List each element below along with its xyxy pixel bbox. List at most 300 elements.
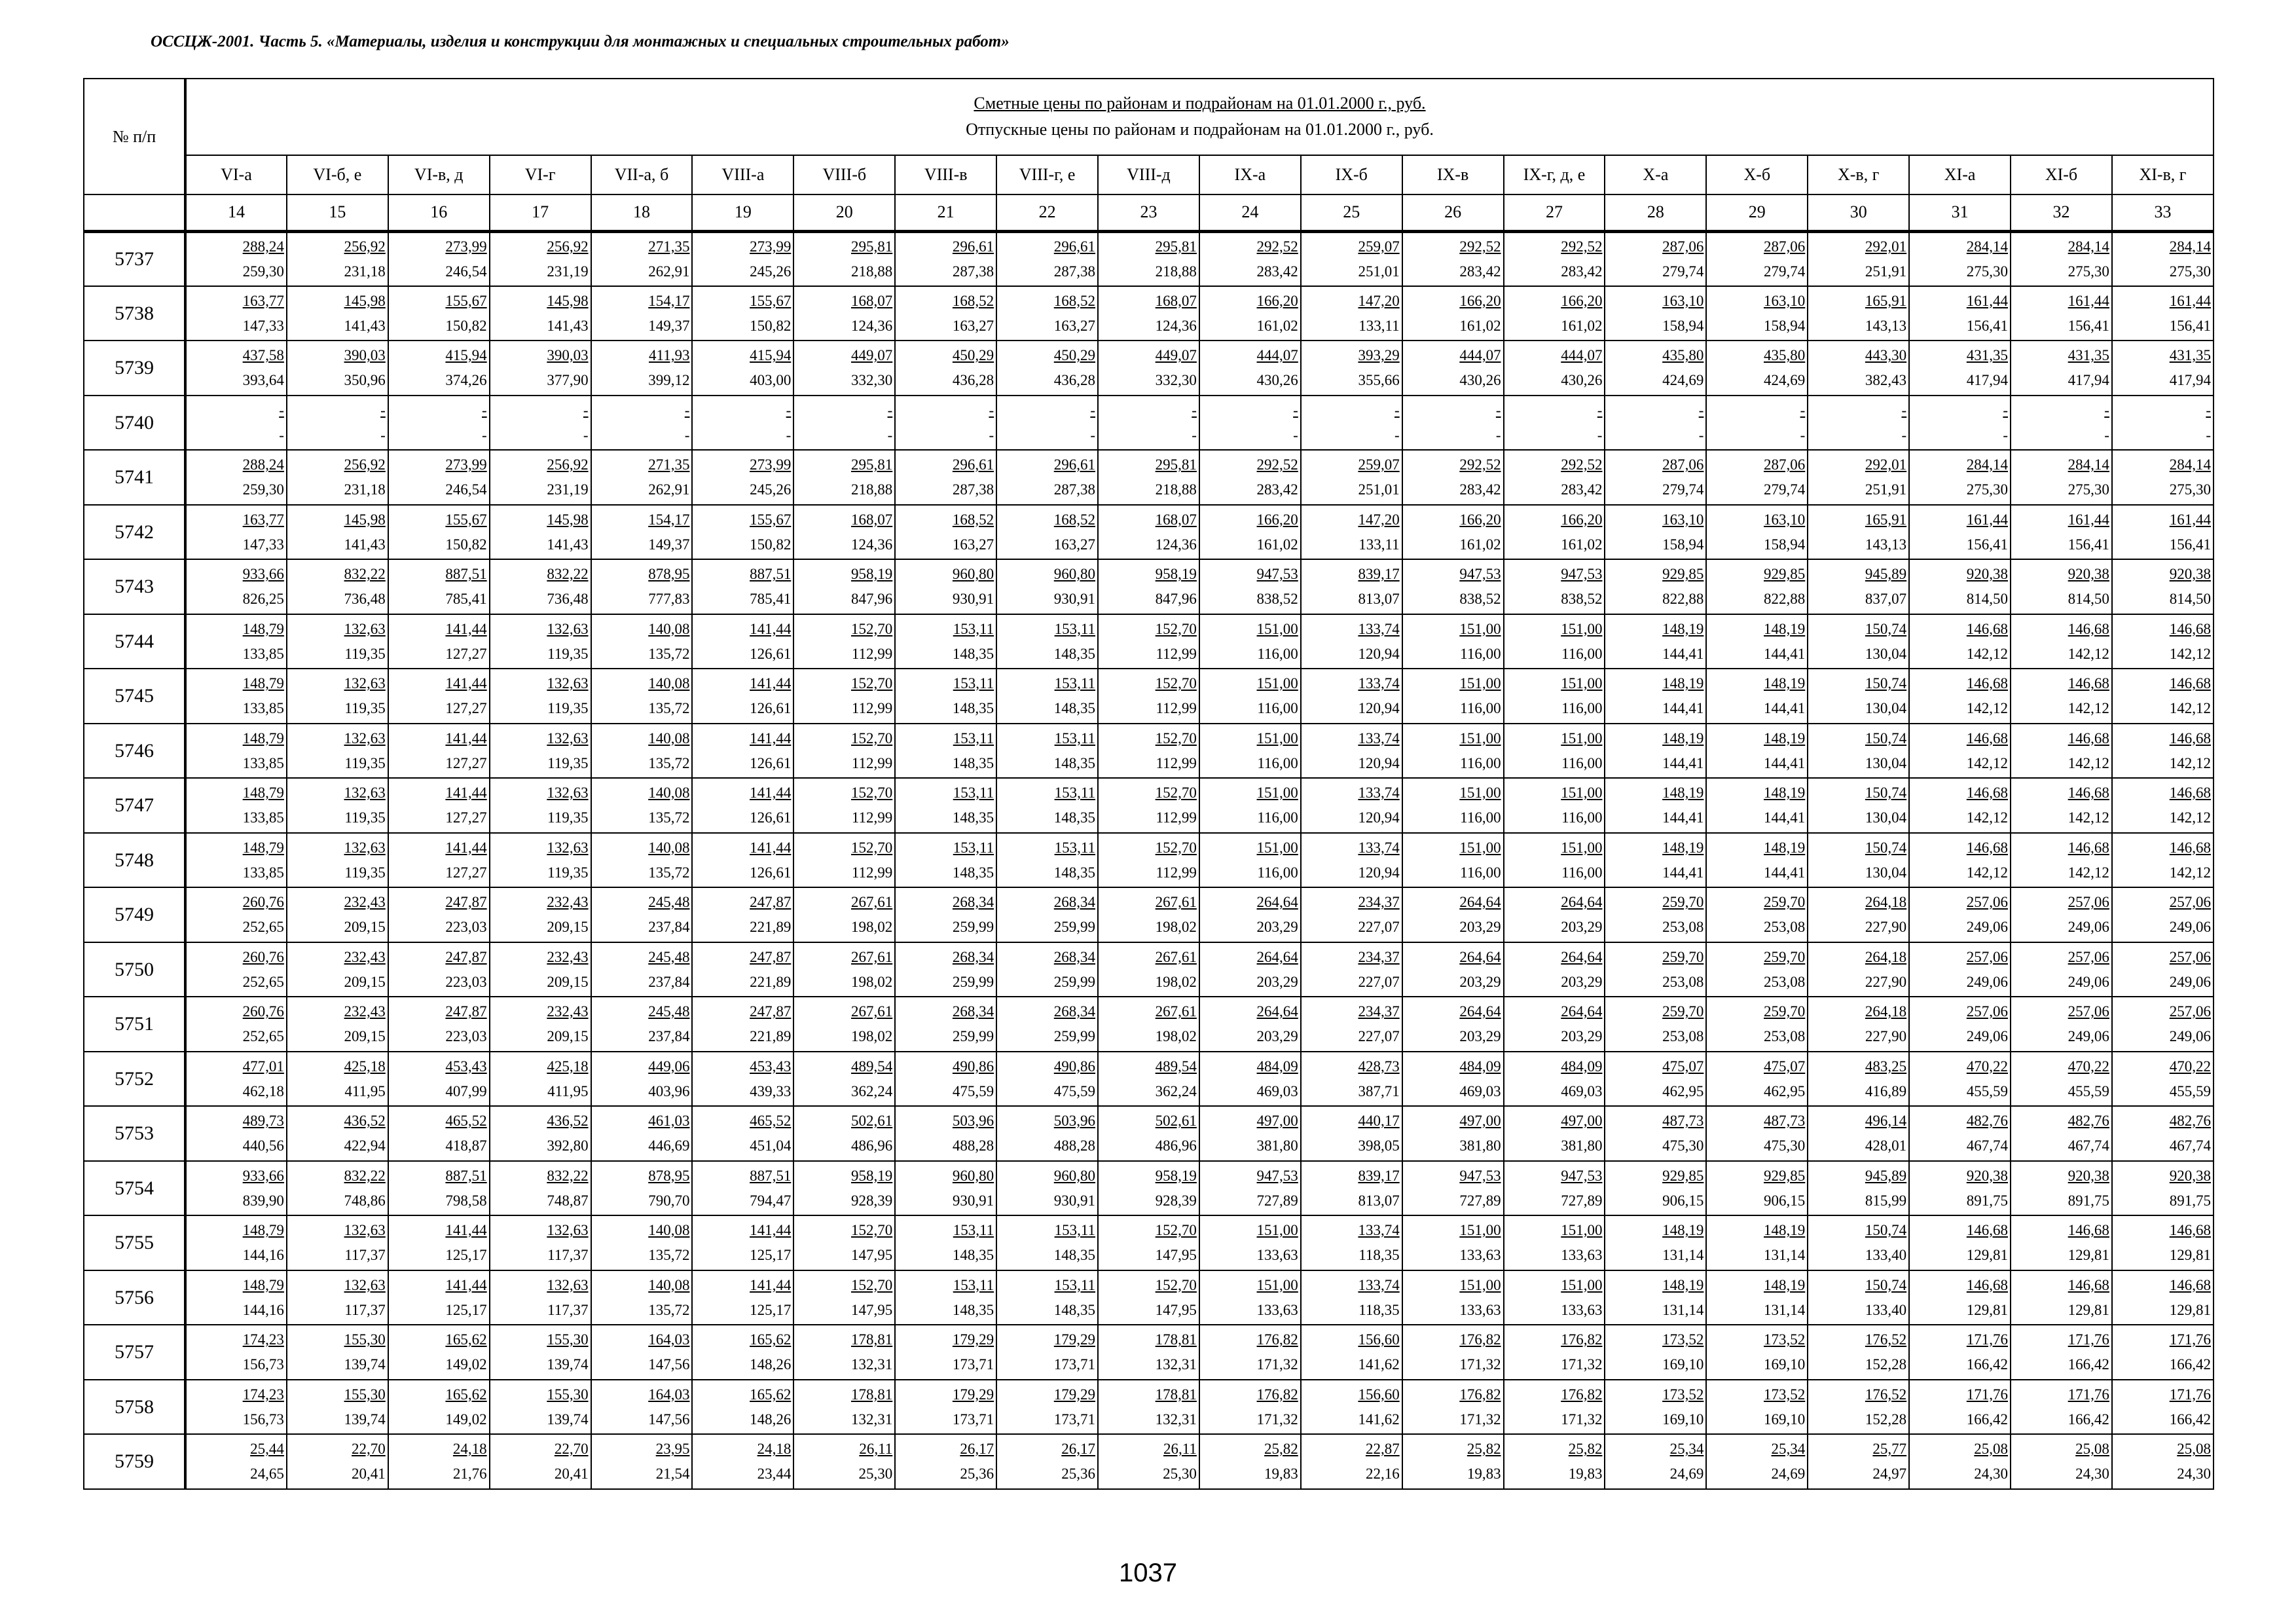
estimated-price: 151,00 bbox=[1561, 1222, 1603, 1239]
price-cell bbox=[1402, 231, 1504, 286]
estimated-price: 140,08 bbox=[648, 784, 690, 802]
release-price: 156,41 bbox=[2068, 317, 2109, 334]
price-cell bbox=[1098, 1434, 1199, 1489]
estimated-price: 140,08 bbox=[648, 1222, 690, 1239]
price-cell bbox=[1909, 505, 2011, 560]
price-cell bbox=[1199, 286, 1301, 341]
estimated-price: 25,82 bbox=[1467, 1441, 1501, 1458]
release-price: 24,69 bbox=[1669, 1466, 1704, 1483]
price-cell bbox=[1605, 450, 1706, 505]
release-price: 839,90 bbox=[242, 1192, 284, 1209]
estimated-price: 141,44 bbox=[445, 839, 487, 856]
price-cell bbox=[793, 724, 895, 779]
estimated-price: 425,18 bbox=[547, 1058, 589, 1075]
release-price: 133,11 bbox=[1358, 317, 1400, 334]
release-price: 141,43 bbox=[344, 536, 386, 553]
estimated-price: 296,61 bbox=[1053, 238, 1096, 255]
estimated-price: 256,92 bbox=[344, 238, 386, 255]
price-cell bbox=[1605, 396, 1706, 451]
estimated-price: 173,52 bbox=[1764, 1386, 1806, 1403]
estimated-price: 449,06 bbox=[648, 1058, 690, 1075]
price-cell bbox=[793, 1434, 895, 1489]
price-cell bbox=[2011, 833, 2112, 888]
release-price: 287,38 bbox=[1053, 481, 1096, 498]
release-price: 125,17 bbox=[750, 1247, 792, 1264]
row-number: 5739 bbox=[84, 341, 185, 396]
estimated-price: - bbox=[1495, 401, 1501, 418]
release-price: 287,38 bbox=[952, 481, 994, 498]
release-price: 116,00 bbox=[1257, 645, 1298, 662]
estimated-price: 259,70 bbox=[1764, 894, 1806, 911]
release-price: 158,94 bbox=[1662, 317, 1704, 334]
estimated-price: 152,70 bbox=[1155, 784, 1197, 802]
release-price: 25,30 bbox=[1163, 1466, 1197, 1483]
estimated-price: 832,22 bbox=[344, 1167, 386, 1184]
estimated-price: 443,30 bbox=[1865, 347, 1907, 364]
price-cell bbox=[1605, 231, 1706, 286]
release-price: 209,15 bbox=[547, 1028, 589, 1045]
price-cell bbox=[1199, 778, 1301, 833]
release-price: 221,89 bbox=[750, 1028, 792, 1045]
price-cell bbox=[1909, 1052, 2011, 1107]
price-cell bbox=[2112, 231, 2214, 286]
price-cell bbox=[2112, 833, 2214, 888]
release-price: 221,89 bbox=[750, 919, 792, 936]
price-cell bbox=[388, 997, 490, 1052]
price-cell bbox=[591, 887, 693, 942]
release-price: 141,43 bbox=[547, 317, 589, 334]
region-header: XI-а bbox=[1909, 155, 2011, 194]
price-cell bbox=[996, 1161, 1098, 1216]
price-cell bbox=[1098, 942, 1199, 997]
price-cell bbox=[1605, 1215, 1706, 1270]
release-price: 283,42 bbox=[1459, 481, 1501, 498]
release-price: 116,00 bbox=[1460, 864, 1501, 881]
price-cell bbox=[490, 778, 591, 833]
release-price: - bbox=[1597, 426, 1603, 443]
release-price: 158,94 bbox=[1764, 317, 1806, 334]
estimated-price: 487,73 bbox=[1764, 1113, 1806, 1130]
price-cell bbox=[1605, 997, 1706, 1052]
release-price: 171,32 bbox=[1561, 1356, 1603, 1373]
release-price: 116,00 bbox=[1561, 809, 1603, 826]
price-cell bbox=[1301, 833, 1402, 888]
release-price: 785,41 bbox=[750, 591, 792, 608]
release-price: 231,18 bbox=[344, 481, 386, 498]
release-price: - bbox=[2003, 426, 2009, 443]
estimated-price: 151,00 bbox=[1561, 839, 1603, 856]
estimated-price: 267,61 bbox=[1155, 894, 1197, 911]
price-cell bbox=[1706, 724, 1808, 779]
release-price: 198,02 bbox=[850, 919, 893, 936]
estimated-price: 489,73 bbox=[242, 1113, 284, 1130]
estimated-price: 257,06 bbox=[2169, 1003, 2211, 1020]
release-price: 148,35 bbox=[1053, 700, 1096, 717]
price-cell bbox=[185, 1215, 287, 1270]
estimated-price: 947,53 bbox=[1256, 566, 1298, 583]
estimated-price: 425,18 bbox=[344, 1058, 386, 1075]
estimated-price: - bbox=[482, 401, 487, 418]
estimated-price: 929,85 bbox=[1662, 566, 1704, 583]
price-cell bbox=[388, 450, 490, 505]
estimated-price: 146,68 bbox=[2068, 784, 2109, 802]
estimated-price: 257,06 bbox=[1966, 948, 2009, 965]
release-price: 813,07 bbox=[1358, 591, 1400, 608]
table-row bbox=[84, 396, 2214, 451]
release-price: 928,39 bbox=[850, 1192, 893, 1209]
price-cell bbox=[895, 505, 996, 560]
price-cell bbox=[2011, 559, 2112, 614]
column-number: 28 bbox=[1605, 194, 1706, 231]
release-price: 439,33 bbox=[750, 1082, 792, 1099]
estimated-price: - bbox=[2104, 401, 2109, 418]
price-cell bbox=[1402, 505, 1504, 560]
price-cell bbox=[1909, 1434, 2011, 1489]
price-cell bbox=[490, 942, 591, 997]
price-cell bbox=[287, 231, 388, 286]
release-price: 173,71 bbox=[952, 1411, 994, 1428]
estimated-price: 958,19 bbox=[1155, 1167, 1197, 1184]
price-cell bbox=[793, 669, 895, 724]
estimated-price: 292,52 bbox=[1561, 456, 1603, 473]
release-price: 135,72 bbox=[648, 809, 690, 826]
price-cell bbox=[692, 1325, 793, 1380]
estimated-price: 153,11 bbox=[1054, 1222, 1096, 1239]
price-cell bbox=[2011, 669, 2112, 724]
price-cell bbox=[1301, 231, 1402, 286]
column-number: 17 bbox=[490, 194, 591, 231]
estimated-price: 292,52 bbox=[1459, 238, 1501, 255]
release-price: 798,58 bbox=[445, 1192, 487, 1209]
estimated-price: 232,43 bbox=[344, 948, 386, 965]
price-cell bbox=[287, 887, 388, 942]
region-header: VI-в, д bbox=[388, 155, 490, 194]
price-cell bbox=[692, 1161, 793, 1216]
estimated-price: 292,52 bbox=[1561, 238, 1603, 255]
price-cell bbox=[1199, 942, 1301, 997]
estimated-price: 148,19 bbox=[1662, 729, 1704, 747]
region-header: VIII-г, е bbox=[996, 155, 1098, 194]
estimated-price: 287,06 bbox=[1764, 456, 1806, 473]
estimated-price: 148,79 bbox=[242, 675, 284, 692]
estimated-price: 920,38 bbox=[2068, 566, 2109, 583]
release-price: 156,41 bbox=[1966, 317, 2009, 334]
estimated-price: 168,07 bbox=[1155, 292, 1197, 309]
release-price: 143,13 bbox=[1865, 317, 1907, 334]
release-price: 142,12 bbox=[2068, 864, 2109, 881]
price-cell bbox=[895, 833, 996, 888]
row-number: 5737 bbox=[84, 231, 185, 286]
release-price: 171,32 bbox=[1256, 1411, 1298, 1428]
release-price: 161,02 bbox=[1561, 536, 1603, 553]
release-price: 930,91 bbox=[952, 591, 994, 608]
price-cell bbox=[2112, 614, 2214, 669]
estimated-price: 148,79 bbox=[242, 1276, 284, 1293]
price-cell bbox=[1098, 1325, 1199, 1380]
estimated-price: 502,61 bbox=[1155, 1113, 1197, 1130]
release-price: 253,08 bbox=[1662, 1028, 1704, 1045]
column-number: 30 bbox=[1808, 194, 1909, 231]
release-price: 116,00 bbox=[1460, 754, 1501, 771]
price-cell bbox=[793, 1052, 895, 1107]
release-price: 455,59 bbox=[2169, 1082, 2211, 1099]
price-cell bbox=[2112, 1161, 2214, 1216]
price-cell bbox=[1301, 778, 1402, 833]
release-price: 144,41 bbox=[1764, 864, 1806, 881]
release-price: 259,99 bbox=[952, 973, 994, 990]
price-cell bbox=[1402, 450, 1504, 505]
release-price: 129,81 bbox=[2068, 1301, 2109, 1318]
estimated-price: 148,19 bbox=[1764, 1222, 1806, 1239]
price-cell bbox=[2011, 1052, 2112, 1107]
release-price: 149,02 bbox=[445, 1356, 487, 1373]
price-cell bbox=[1301, 1380, 1402, 1435]
estimated-price: 25,34 bbox=[1771, 1441, 1806, 1458]
price-cell bbox=[1909, 1270, 2011, 1325]
price-cell bbox=[793, 1161, 895, 1216]
price-cell bbox=[2112, 450, 2214, 505]
release-price: 127,27 bbox=[445, 700, 487, 717]
release-price: 245,26 bbox=[750, 481, 792, 498]
release-price: 332,30 bbox=[1155, 372, 1197, 389]
release-price: 218,88 bbox=[1155, 263, 1197, 280]
release-price: 150,82 bbox=[750, 536, 792, 553]
release-price: 381,80 bbox=[1561, 1137, 1603, 1154]
price-cell bbox=[692, 1052, 793, 1107]
price-cell bbox=[1909, 1215, 2011, 1270]
price-cell bbox=[287, 614, 388, 669]
release-price: 139,74 bbox=[344, 1411, 386, 1428]
estimated-price: 140,08 bbox=[648, 675, 690, 692]
release-price: 156,73 bbox=[242, 1411, 284, 1428]
release-price: 152,28 bbox=[1865, 1411, 1907, 1428]
release-price: 147,95 bbox=[850, 1247, 893, 1264]
release-price: 158,94 bbox=[1764, 536, 1806, 553]
release-price: 822,88 bbox=[1764, 591, 1806, 608]
row-number: 5754 bbox=[84, 1161, 185, 1216]
release-price: 838,52 bbox=[1459, 591, 1501, 608]
estimated-price: 151,00 bbox=[1459, 784, 1501, 802]
release-price: 131,14 bbox=[1662, 1247, 1704, 1264]
estimated-price: 168,52 bbox=[1053, 292, 1096, 309]
release-price: 930,91 bbox=[952, 1192, 994, 1209]
release-price: 218,88 bbox=[1155, 481, 1197, 498]
price-cell bbox=[996, 231, 1098, 286]
estimated-price: 284,14 bbox=[2169, 456, 2211, 473]
price-cell bbox=[591, 1325, 693, 1380]
column-number: 32 bbox=[2011, 194, 2112, 231]
release-price: 374,26 bbox=[445, 372, 487, 389]
release-price: 125,17 bbox=[445, 1247, 487, 1264]
price-cell bbox=[793, 614, 895, 669]
release-price: 283,42 bbox=[1561, 263, 1603, 280]
estimated-price: 878,95 bbox=[648, 1167, 690, 1184]
release-price: 148,35 bbox=[1053, 809, 1096, 826]
release-price: 119,35 bbox=[344, 700, 386, 717]
estimated-price: 150,74 bbox=[1865, 620, 1907, 637]
estimated-price: 296,61 bbox=[1053, 456, 1096, 473]
estimated-price: 296,61 bbox=[952, 238, 994, 255]
price-cell bbox=[490, 559, 591, 614]
estimated-price: 960,80 bbox=[1053, 566, 1096, 583]
estimated-price: 155,67 bbox=[750, 292, 792, 309]
price-cell bbox=[1706, 833, 1808, 888]
price-cell bbox=[185, 1325, 287, 1380]
release-price: 130,04 bbox=[1865, 754, 1907, 771]
estimated-price: 132,63 bbox=[344, 784, 386, 802]
price-cell bbox=[591, 997, 693, 1052]
estimated-price: 449,07 bbox=[850, 347, 893, 364]
estimated-price: - bbox=[1192, 401, 1197, 418]
row-number: 5752 bbox=[84, 1052, 185, 1107]
estimated-price: 25,77 bbox=[1872, 1441, 1907, 1458]
estimated-price: 475,07 bbox=[1662, 1058, 1704, 1075]
estimated-price: 920,38 bbox=[1966, 566, 2009, 583]
estimated-price: 146,68 bbox=[2169, 784, 2211, 802]
release-price: 133,63 bbox=[1256, 1301, 1298, 1318]
region-header: VII-а, б bbox=[591, 155, 693, 194]
release-price: 283,42 bbox=[1256, 263, 1298, 280]
estimated-price: 832,22 bbox=[344, 566, 386, 583]
release-price: 928,39 bbox=[1155, 1192, 1197, 1209]
row-number: 5745 bbox=[84, 669, 185, 724]
release-price: 127,27 bbox=[445, 864, 487, 881]
estimated-price: 179,29 bbox=[1053, 1386, 1096, 1403]
release-price: 451,04 bbox=[750, 1137, 792, 1154]
price-cell bbox=[996, 669, 1098, 724]
release-price: 161,02 bbox=[1459, 317, 1501, 334]
estimated-price: 151,00 bbox=[1256, 784, 1298, 802]
price-cell bbox=[692, 396, 793, 451]
price-cell bbox=[2011, 286, 2112, 341]
estimated-price: 25,44 bbox=[250, 1441, 284, 1458]
release-price: 127,27 bbox=[445, 645, 487, 662]
estimated-price: 25,08 bbox=[2177, 1441, 2211, 1458]
release-price: 403,00 bbox=[750, 372, 792, 389]
price-cell bbox=[692, 669, 793, 724]
estimated-price: 155,67 bbox=[750, 511, 792, 528]
estimated-price: 259,70 bbox=[1662, 1003, 1704, 1020]
release-price: 430,26 bbox=[1561, 372, 1603, 389]
estimated-price: 146,68 bbox=[2169, 1276, 2211, 1293]
release-price: 209,15 bbox=[547, 919, 589, 936]
release-price: 120,94 bbox=[1358, 864, 1400, 881]
price-cell bbox=[1504, 614, 1605, 669]
price-cell bbox=[793, 505, 895, 560]
price-cell bbox=[1402, 1106, 1504, 1161]
estimated-price: 920,38 bbox=[1966, 1167, 2009, 1184]
release-price: 814,50 bbox=[1966, 591, 2009, 608]
release-price: 218,88 bbox=[850, 481, 893, 498]
table-row bbox=[84, 1434, 2214, 1489]
estimated-price: 232,43 bbox=[344, 1003, 386, 1020]
document-header: ОССЦЖ-2001. Часть 5. «Материалы, изделия и конструкции для монтажных и специальных строительных работ» bbox=[151, 33, 1010, 50]
estimated-price: 151,00 bbox=[1256, 839, 1298, 856]
release-price: 462,95 bbox=[1662, 1082, 1704, 1099]
release-price: - bbox=[1800, 426, 1806, 443]
estimated-price: 165,91 bbox=[1865, 511, 1907, 528]
release-price: 116,00 bbox=[1257, 809, 1298, 826]
release-price: 19,83 bbox=[1568, 1466, 1603, 1483]
price-cell bbox=[1504, 887, 1605, 942]
price-cell bbox=[793, 997, 895, 1052]
release-price: 203,29 bbox=[1459, 973, 1501, 990]
release-prices-title: Отпускные цены по районам и подрайонам на 01.01.2000 г., руб. bbox=[966, 120, 1434, 139]
release-price: 19,83 bbox=[1264, 1466, 1298, 1483]
price-cell bbox=[591, 341, 693, 396]
estimated-price: 146,68 bbox=[2068, 839, 2109, 856]
estimated-price: 153,11 bbox=[953, 1222, 994, 1239]
estimated-price: 154,17 bbox=[648, 292, 690, 309]
estimated-price: 179,29 bbox=[952, 1331, 994, 1348]
estimated-price: 148,79 bbox=[242, 839, 284, 856]
release-price: 112,99 bbox=[1156, 864, 1197, 881]
price-cell bbox=[793, 778, 895, 833]
estimated-price: 435,80 bbox=[1662, 347, 1704, 364]
price-cell bbox=[1909, 778, 2011, 833]
release-price: 124,36 bbox=[1155, 536, 1197, 553]
price-cell bbox=[996, 997, 1098, 1052]
release-price: 251,01 bbox=[1358, 481, 1400, 498]
price-cell bbox=[1098, 1052, 1199, 1107]
price-cell bbox=[1402, 887, 1504, 942]
release-price: 161,02 bbox=[1459, 536, 1501, 553]
estimated-price: 484,09 bbox=[1561, 1058, 1603, 1075]
price-cell bbox=[996, 450, 1098, 505]
price-cell bbox=[895, 286, 996, 341]
release-price: 462,95 bbox=[1764, 1082, 1806, 1099]
price-cell bbox=[1098, 1215, 1199, 1270]
estimated-price: 151,00 bbox=[1561, 1276, 1603, 1293]
estimated-price: 133,74 bbox=[1358, 729, 1400, 747]
price-cell bbox=[1301, 559, 1402, 614]
price-cell bbox=[1199, 396, 1301, 451]
release-price: 144,41 bbox=[1662, 700, 1704, 717]
price-cell bbox=[1098, 450, 1199, 505]
estimated-price: 257,06 bbox=[2169, 894, 2211, 911]
estimated-price: 482,76 bbox=[1966, 1113, 2009, 1130]
price-cell bbox=[490, 887, 591, 942]
price-cell bbox=[185, 887, 287, 942]
price-cell bbox=[388, 1106, 490, 1161]
release-price: 198,02 bbox=[1155, 919, 1197, 936]
price-cell bbox=[388, 1434, 490, 1489]
release-price: 387,71 bbox=[1358, 1082, 1400, 1099]
row-number: 5747 bbox=[84, 778, 185, 833]
price-cell bbox=[388, 505, 490, 560]
estimated-price: 141,44 bbox=[445, 729, 487, 747]
estimated-price: 152,70 bbox=[850, 784, 893, 802]
table-row bbox=[84, 833, 2214, 888]
row-number: 5759 bbox=[84, 1434, 185, 1489]
price-cell bbox=[388, 231, 490, 286]
price-cell bbox=[1605, 286, 1706, 341]
estimated-price: 415,94 bbox=[750, 347, 792, 364]
release-price: 116,00 bbox=[1257, 700, 1298, 717]
price-cell bbox=[1808, 396, 1909, 451]
release-price: 148,35 bbox=[1053, 645, 1096, 662]
estimated-price: 166,20 bbox=[1256, 511, 1298, 528]
release-price: 275,30 bbox=[1966, 263, 2009, 280]
release-price: 350,96 bbox=[344, 372, 386, 389]
release-price: 119,35 bbox=[547, 700, 589, 717]
estimated-price: 264,64 bbox=[1459, 1003, 1501, 1020]
price-cell bbox=[490, 450, 591, 505]
price-cell bbox=[895, 559, 996, 614]
release-price: 252,65 bbox=[242, 1028, 284, 1045]
estimated-price: 145,98 bbox=[344, 292, 386, 309]
release-price: 198,02 bbox=[1155, 973, 1197, 990]
